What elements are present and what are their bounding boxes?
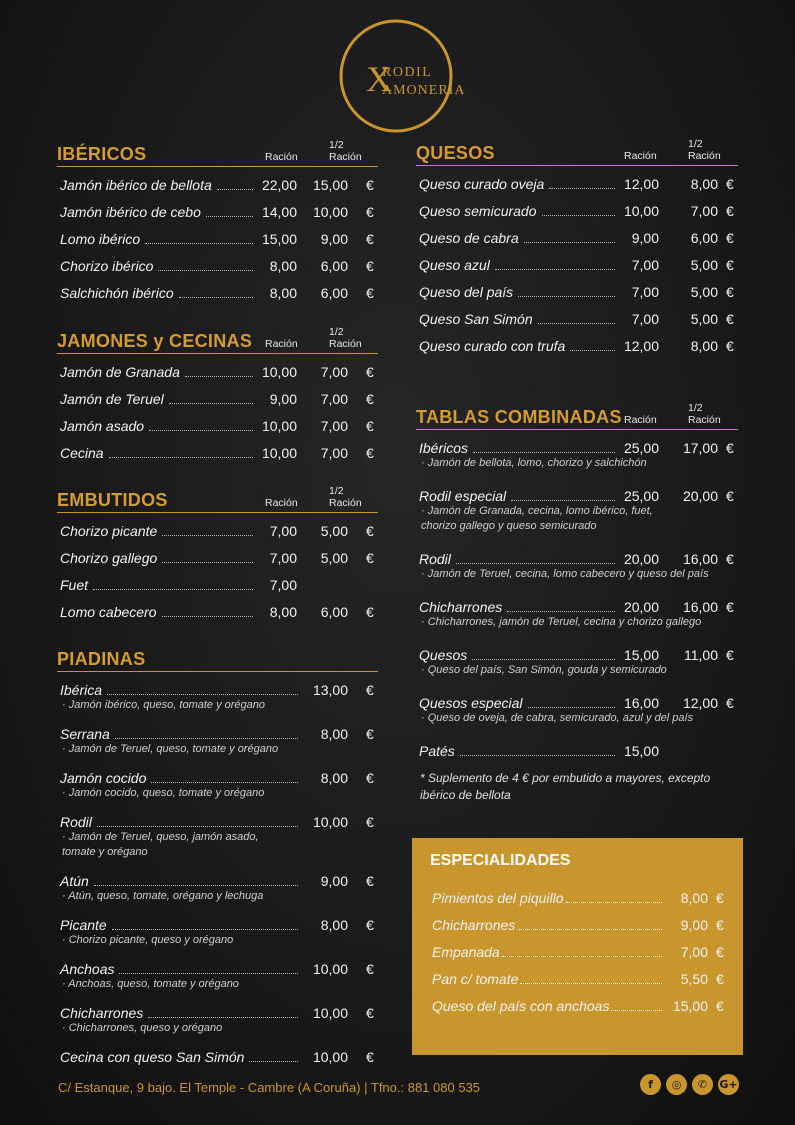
item-description: · Chicharrones, jamón de Teruel, cecina y chorizo gallego (421, 616, 702, 628)
item-description: · Queso de oveja, de cabra, semicurado, azul y del país (421, 712, 694, 724)
quesos-header (416, 139, 738, 166)
piadinas-title: PIADINAS (57, 649, 146, 669)
item-name: Queso del país con anchoas (432, 998, 610, 1014)
price-half: 7,00 (320, 445, 348, 461)
price-racion: 10,00 (623, 203, 659, 219)
price-half: 6,00 (320, 258, 348, 274)
euro-sign: € (726, 230, 734, 246)
piadinas-section (57, 645, 378, 1065)
price-racion: 14,00 (261, 204, 297, 220)
item-description: tomate y orégano (62, 846, 148, 858)
note-line-1: * Suplemento de 4 € por embutido a mayores, excepto (420, 771, 711, 785)
euro-sign: € (366, 364, 374, 380)
euro-sign: € (366, 726, 374, 742)
leader-dots (528, 695, 615, 708)
item-name: Empanada (432, 944, 500, 960)
item-name: Serrana (60, 726, 110, 742)
item-name: Jamón de Teruel (60, 391, 164, 407)
menu-item (57, 385, 378, 412)
euro-sign: € (726, 176, 734, 192)
item-name: Quesos especial (419, 695, 523, 711)
euro-sign: € (726, 440, 734, 456)
euro-sign: € (366, 418, 374, 434)
price-racion: 8,00 (269, 285, 297, 301)
leader-dots (517, 917, 662, 930)
euro-sign: € (366, 917, 374, 933)
euro-sign: € (366, 873, 374, 889)
item-description: · Anchoas, queso, tomate y orégano (62, 978, 239, 990)
item-name: Cecina con queso San Simón (60, 1049, 245, 1065)
euro-sign: € (366, 604, 374, 620)
price-half: 5,00 (320, 550, 348, 566)
item-description: · Jamón de Teruel, queso, jamón asado, (62, 831, 259, 843)
half-racion-header: 1/2 Ración (329, 326, 362, 350)
leader-dots (112, 917, 298, 930)
euro-sign: € (726, 284, 734, 300)
euro-sign: € (366, 1049, 374, 1065)
price-half: 7,00 (690, 203, 718, 219)
leader-dots (518, 284, 615, 297)
leader-dots (185, 364, 253, 377)
leader-dots (162, 550, 253, 563)
price-half: 6,00 (320, 285, 348, 301)
euro-sign: € (726, 695, 734, 711)
item-name: Jamón asado (60, 418, 145, 434)
item-name: Cecina (60, 445, 104, 461)
half-racion-header: 1/2 Ración (688, 402, 721, 426)
euro-sign: € (366, 177, 374, 193)
price-racion: 9,00 (269, 391, 297, 407)
item-name: Rodil (419, 551, 451, 567)
item-description: · Chorizo picante, queso y orégano (62, 934, 234, 946)
menu-item (57, 517, 378, 544)
price: 7,00 (680, 944, 708, 960)
item-name: Rodil especial (419, 488, 507, 504)
item-name: Rodil (60, 814, 92, 830)
item-name: Chorizo gallego (60, 550, 158, 566)
item-description: · Jamón de Teruel, queso, tomate y orégano (62, 743, 279, 755)
leader-dots (158, 258, 253, 271)
price-half: 16,00 (682, 599, 718, 615)
leader-dots (570, 338, 615, 351)
ibericos-title: IBÉRICOS (57, 144, 147, 164)
price-racion: 12,00 (623, 176, 659, 192)
euro-sign: € (716, 944, 724, 960)
menu-item (57, 412, 378, 439)
leader-dots (249, 1049, 298, 1062)
half-racion-header: 1/2 Ración (329, 139, 362, 163)
price-half: 15,00 (312, 177, 348, 193)
price-racion: 15,00 (623, 743, 659, 759)
price-half: 17,00 (682, 440, 718, 456)
price: 15,00 (672, 998, 708, 1014)
euro-sign: € (366, 1005, 374, 1021)
menu-item (416, 278, 738, 305)
leader-dots (107, 682, 298, 695)
item-description: · Chicharrones, queso y orégano (62, 1022, 223, 1034)
price-half: 6,00 (690, 230, 718, 246)
menu-item (57, 171, 378, 198)
price: 9,00 (320, 873, 348, 889)
item-description: · Atún, queso, tomate, orégano y lechuga (62, 890, 264, 902)
ibericos-section (57, 139, 378, 301)
euro-sign: € (716, 917, 724, 933)
item-name: Queso azul (419, 257, 490, 273)
supplement-note (420, 770, 710, 804)
especialidad-item (430, 884, 730, 911)
menu-item (57, 225, 378, 252)
price-racion: 7,00 (269, 550, 297, 566)
leader-dots (524, 230, 615, 243)
price-half: 6,00 (320, 604, 348, 620)
price-racion: 8,00 (269, 258, 297, 274)
euro-sign: € (716, 971, 724, 987)
item-description: · Jamón ibérico, queso, tomate y orégano (62, 699, 266, 711)
especialidad-item (430, 965, 730, 992)
leader-dots (97, 814, 298, 827)
euro-sign: € (366, 258, 374, 274)
racion-header: Ración (624, 150, 657, 162)
price: 8,00 (320, 917, 348, 933)
price-racion: 7,00 (631, 284, 659, 300)
leader-dots (151, 770, 298, 783)
item-name: Jamón ibérico de cebo (60, 204, 201, 220)
item-name: Chicharrones (419, 599, 503, 615)
euro-sign: € (716, 890, 724, 906)
logo-x: X (366, 59, 392, 99)
euro-sign: € (726, 338, 734, 354)
leader-dots (115, 726, 298, 739)
especialidad-item (430, 938, 730, 965)
item-description: · Jamón de bellota, lomo, chorizo y salchichón (421, 457, 647, 469)
price-half: 9,00 (320, 231, 348, 247)
euro-sign: € (366, 231, 374, 247)
item-name: Queso curado oveja (419, 176, 545, 192)
item-description: · Jamón de Teruel, cecina, lomo cabecero y queso del país (421, 568, 709, 580)
jamones-header (57, 327, 378, 354)
leader-dots (538, 311, 615, 324)
tablas-title: TABLAS COMBINADAS (416, 407, 622, 427)
price-half: 16,00 (682, 551, 718, 567)
price: 8,00 (680, 890, 708, 906)
price-half: 8,00 (690, 176, 718, 192)
price-racion: 12,00 (623, 338, 659, 354)
instagram-icon[interactable]: ◎ (666, 1074, 687, 1095)
leader-dots (511, 488, 615, 501)
euro-sign: € (366, 285, 374, 301)
racion-header: Ración (265, 151, 298, 163)
logo (336, 16, 466, 136)
leader-dots (549, 176, 615, 189)
item-name: Salchichón ibérico (60, 285, 174, 301)
price-racion: 15,00 (261, 231, 297, 247)
euro-sign: € (366, 550, 374, 566)
leader-dots (206, 204, 253, 217)
item-name: Lomo ibérico (60, 231, 141, 247)
leader-dots (109, 445, 253, 458)
footer-address: C/ Estanque, 9 bajo. El Temple - Cambre (A Coruña) | Tfno.: 881 080 535 (58, 1080, 481, 1095)
leader-dots (145, 231, 253, 244)
euro-sign: € (366, 770, 374, 786)
price-half: 8,00 (690, 338, 718, 354)
leader-dots (566, 890, 662, 903)
menu-item (416, 305, 738, 332)
leader-dots (119, 961, 298, 974)
price-racion: 22,00 (261, 177, 297, 193)
price: 10,00 (312, 1049, 348, 1065)
item-name: Jamón ibérico de bellota (60, 177, 212, 193)
price-half: 7,00 (320, 418, 348, 434)
especialidad-item (430, 992, 730, 1019)
price-racion: 10,00 (261, 364, 297, 380)
racion-header: Ración (265, 497, 298, 509)
price-racion: 8,00 (269, 604, 297, 620)
leader-dots (507, 599, 615, 612)
leader-dots (149, 418, 253, 431)
price-half: 5,00 (690, 311, 718, 327)
euro-sign: € (366, 682, 374, 698)
piadinas-header (57, 645, 378, 672)
leader-dots (495, 257, 615, 270)
menu-item (57, 439, 378, 466)
especialidades-title: ESPECIALIDADES (430, 852, 571, 869)
price-racion: 10,00 (261, 445, 297, 461)
price: 8,00 (320, 770, 348, 786)
whatsapp-icon[interactable]: ✆ (692, 1074, 713, 1095)
google-plus-icon[interactable]: G+ (718, 1074, 739, 1095)
item-name: Ibérica (60, 682, 103, 698)
menu-item (57, 252, 378, 279)
item-description: · Queso del país, San Simón, gouda y semicurado (421, 664, 667, 676)
leader-dots (472, 647, 615, 660)
price: 9,00 (680, 917, 708, 933)
leader-dots (473, 440, 615, 453)
item-name: Queso de cabra (419, 230, 519, 246)
leader-dots (611, 998, 662, 1011)
price-half: 5,00 (690, 284, 718, 300)
item-name: Ibéricos (419, 440, 469, 456)
facebook-icon[interactable]: f (640, 1074, 661, 1095)
price-racion: 7,00 (269, 523, 297, 539)
embutidos-header (57, 486, 378, 513)
price-half: 10,00 (312, 204, 348, 220)
price-half: 20,00 (682, 488, 718, 504)
menu-item (57, 544, 378, 571)
item-name: Chicharrones (60, 1005, 144, 1021)
tablas-section (416, 402, 738, 759)
price-half: 5,00 (320, 523, 348, 539)
quesos-section (416, 138, 738, 354)
euro-sign: € (366, 814, 374, 830)
half-racion-header: 1/2 Ración (329, 485, 362, 509)
euro-sign: € (726, 203, 734, 219)
euro-sign: € (726, 551, 734, 567)
menu-item (57, 358, 378, 385)
menu-item (57, 198, 378, 225)
note-line-2: ibérico de bellota (420, 788, 511, 802)
leader-dots (94, 873, 298, 886)
menu-item (416, 737, 738, 764)
especialidad-item (430, 911, 730, 938)
price-racion: 25,00 (623, 488, 659, 504)
euro-sign: € (366, 445, 374, 461)
price-racion: 10,00 (261, 418, 297, 434)
item-name: Queso semicurado (419, 203, 537, 219)
leader-dots (502, 944, 662, 957)
price-racion: 20,00 (623, 599, 659, 615)
price-half: 5,00 (690, 257, 718, 273)
embutidos-section (57, 485, 378, 620)
menu-item (57, 571, 378, 598)
euro-sign: € (726, 647, 734, 663)
menu-item (416, 332, 738, 359)
menu-item (416, 224, 738, 251)
euro-sign: € (726, 599, 734, 615)
item-name: Lomo cabecero (60, 604, 157, 620)
price: 10,00 (312, 961, 348, 977)
price-racion: 9,00 (631, 230, 659, 246)
menu-item (57, 279, 378, 306)
menu-item (416, 251, 738, 278)
menu-item (416, 170, 738, 197)
euro-sign: € (366, 204, 374, 220)
euro-sign: € (726, 488, 734, 504)
jamones-title: JAMONES y CECINAS (57, 331, 253, 351)
quesos-title: QUESOS (416, 143, 495, 163)
price: 10,00 (312, 1005, 348, 1021)
item-name: Chorizo picante (60, 523, 158, 539)
half-racion-header: 1/2 Ración (688, 138, 721, 162)
item-name: Anchoas (60, 961, 115, 977)
leader-dots (93, 577, 253, 590)
embutidos-title: EMBUTIDOS (57, 490, 168, 510)
menu-item (416, 197, 738, 224)
logo-line2: AMONERIA (382, 83, 466, 98)
price-racion: 7,00 (631, 257, 659, 273)
price-half: 7,00 (320, 391, 348, 407)
euro-sign: € (716, 998, 724, 1014)
leader-dots (217, 177, 253, 190)
item-name: Fuet (60, 577, 89, 593)
item-name: Chorizo ibérico (60, 258, 154, 274)
price-racion: 7,00 (631, 311, 659, 327)
item-name: Patés (419, 743, 455, 759)
item-name: Queso curado con trufa (419, 338, 566, 354)
euro-sign: € (366, 391, 374, 407)
ibericos-header (57, 140, 378, 167)
menu-item (57, 598, 378, 625)
especialidades-box (412, 838, 743, 1055)
euro-sign: € (366, 523, 374, 539)
price-half: 7,00 (320, 364, 348, 380)
leader-dots (179, 285, 253, 298)
price-racion: 20,00 (623, 551, 659, 567)
price-racion: 25,00 (623, 440, 659, 456)
item-description: · Jamón de Granada, cecina, lomo ibérico, fuet, (421, 505, 653, 517)
item-name: Pimientos del piquillo (432, 890, 564, 906)
jamones-section (57, 326, 378, 461)
item-description: chorizo gallego y queso semicurado (421, 520, 597, 532)
item-name: Queso San Simón (419, 311, 533, 327)
leader-dots (520, 971, 662, 984)
item-name: Jamón cocido (60, 770, 147, 786)
item-name: Pan c/ tomate (432, 971, 519, 987)
leader-dots (162, 523, 253, 536)
tablas-header (416, 403, 738, 430)
price: 8,00 (320, 726, 348, 742)
price-racion: 7,00 (269, 577, 297, 593)
item-name: Jamón de Granada (60, 364, 180, 380)
racion-header: Ración (624, 414, 657, 426)
item-name: Queso del país (419, 284, 514, 300)
price: 10,00 (312, 814, 348, 830)
item-name: Chicharrones (432, 917, 516, 933)
item-name: Atún (60, 873, 89, 889)
item-name: Quesos (419, 647, 468, 663)
price: 5,50 (680, 971, 708, 987)
logo-line1: RODIL (382, 65, 433, 80)
euro-sign: € (726, 257, 734, 273)
leader-dots (162, 604, 253, 617)
price-racion: 15,00 (623, 647, 659, 663)
euro-sign: € (366, 961, 374, 977)
menu-item (57, 1043, 378, 1070)
leader-dots (460, 743, 615, 756)
item-description: · Jamón cocido, queso, tomate y orégano (62, 787, 265, 799)
price: 13,00 (312, 682, 348, 698)
price-half: 12,00 (682, 695, 718, 711)
leader-dots (148, 1005, 298, 1018)
item-name: Picante (60, 917, 107, 933)
leader-dots (456, 551, 615, 564)
leader-dots (169, 391, 253, 404)
racion-header: Ración (265, 338, 298, 350)
euro-sign: € (726, 311, 734, 327)
price-half: 11,00 (684, 647, 718, 663)
leader-dots (542, 203, 615, 216)
price-racion: 16,00 (623, 695, 659, 711)
